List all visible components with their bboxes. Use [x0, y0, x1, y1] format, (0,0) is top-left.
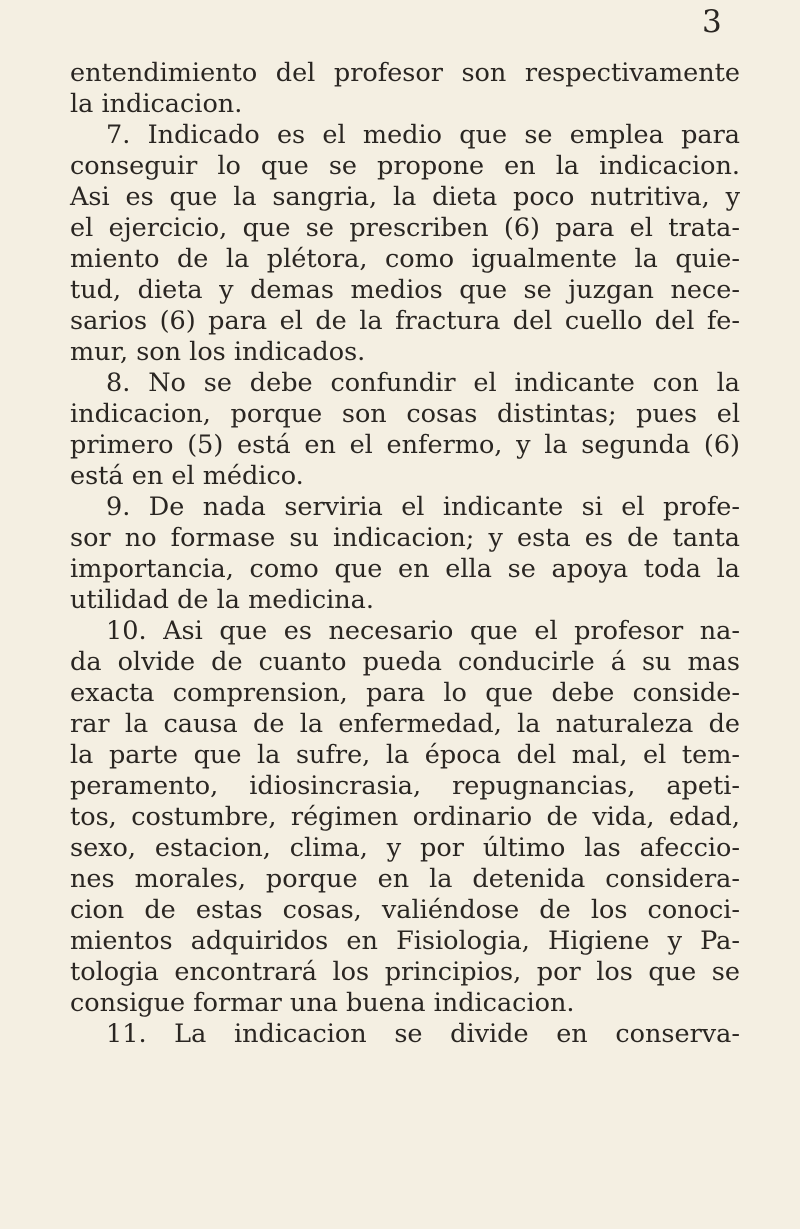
text-line: conseguir lo que se propone en la indicacion.: [70, 151, 740, 181]
text-line: entendimiento del profesor son respectivamente: [70, 58, 740, 88]
text-line: importancia, como que en ella se apoya toda la: [70, 554, 740, 584]
text-line: utilidad de la medicina.: [70, 585, 374, 615]
text-line: rar la causa de la enfermedad, la naturaleza de: [70, 709, 740, 739]
text-line: sexo, estacion, clima, y por último las afeccio-: [70, 833, 740, 863]
text-line: sarios (6) para el de la fractura del cuello del fe-: [70, 306, 740, 336]
text-line: mur, son los indicados.: [70, 337, 366, 367]
text-line: Asi es que la sangria, la dieta poco nutritiva, y: [70, 182, 740, 212]
text-line: 9. De nada serviria el indicante si el profe-: [106, 492, 740, 522]
text-line: tos, costumbre, régimen ordinario de vida, edad,: [70, 802, 740, 832]
text-line: la parte que la sufre, la época del mal, el tem-: [70, 740, 740, 770]
text-line: 11. La indicacion se divide en conserva-: [106, 1019, 740, 1049]
text-line: tud, dieta y demas medios que se juzgan nece-: [70, 275, 740, 305]
body-text: [70, 58, 740, 1050]
text-line: el ejercicio, que se prescriben (6) para el trata-: [70, 213, 740, 243]
text-line: tologia encontrará los principios, por los que se: [70, 957, 740, 987]
text-line: consigue formar una buena indicacion.: [70, 988, 575, 1018]
text-line: miento de la plétora, como igualmente la quie-: [70, 244, 740, 274]
page-number: 3: [702, 4, 722, 40]
text-line: 7. Indicado es el medio que se emplea para: [106, 120, 740, 150]
text-line: mientos adquiridos en Fisiologia, Higiene y Pa-: [70, 926, 740, 956]
text-line: da olvide de cuanto pueda conducirle á su mas: [70, 647, 740, 677]
text-line: primero (5) está en el enfermo, y la segunda (6): [70, 430, 740, 460]
text-line: peramento, idiosincrasia, repugnancias, apeti-: [70, 771, 740, 801]
text-line: 10. Asi que es necesario que el profesor na-: [106, 616, 740, 646]
text-line: exacta comprension, para lo que debe conside-: [70, 678, 740, 708]
text-line: cion de estas cosas, valiéndose de los conoci-: [70, 895, 740, 925]
text-line: la indicacion.: [70, 89, 243, 119]
text-line: sor no formase su indicacion; y esta es de tanta: [70, 523, 740, 553]
text-line: 8. No se debe confundir el indicante con la: [106, 368, 740, 398]
text-line: nes morales, porque en la detenida considera-: [70, 864, 740, 894]
text-line: está en el médico.: [70, 461, 304, 491]
text-line: indicacion, porque son cosas distintas; pues el: [70, 399, 740, 429]
